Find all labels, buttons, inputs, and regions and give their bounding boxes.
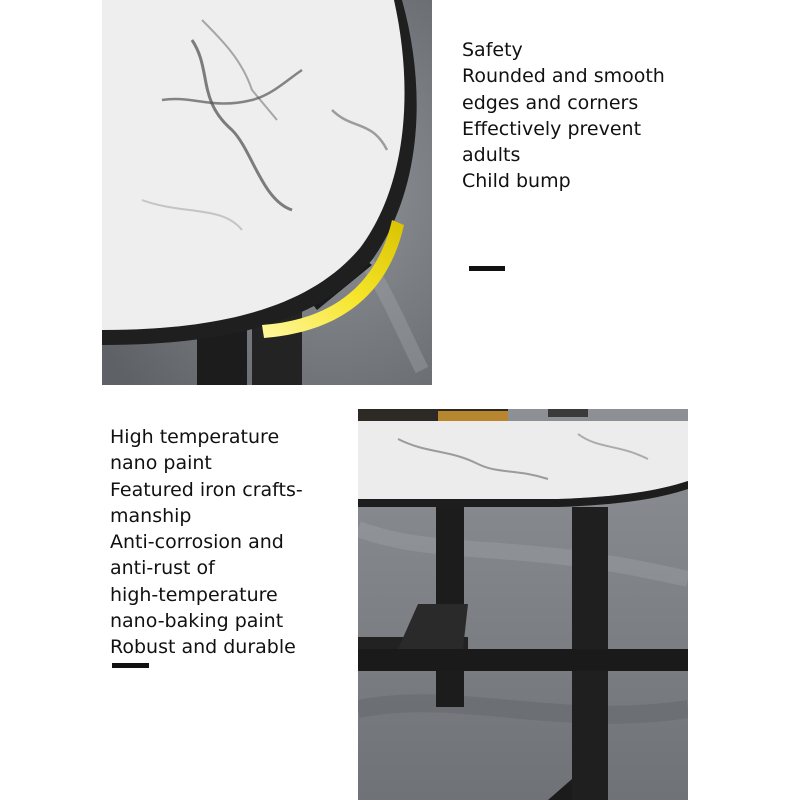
paint-line: Robust and durable [110,636,296,659]
safety-line: Child bump [462,170,571,193]
paint-line: Featured iron crafts- [110,478,303,501]
safety-line: adults [462,144,521,167]
safety-heading: Safety [462,39,523,61]
paint-line: high-temperature [110,583,278,606]
iron-legs-photo [358,409,688,800]
paint-line: High temperature [110,426,280,448]
paint-line: Anti-corrosion and [110,531,284,554]
paint-line: nano-baking paint [110,610,284,633]
paint-line: manship [110,504,192,527]
paint-line: anti-rust of [110,557,215,580]
tabletop-edge-photo [102,0,432,385]
decorative-dash [112,663,149,668]
paint-feature-text [110,424,303,661]
paint-line: nano paint [110,452,212,475]
safety-line: Effectively prevent [462,117,642,140]
safety-line: edges and corners [462,91,639,114]
decorative-dash [469,266,505,271]
safety-feature-text [462,37,665,195]
safety-line: Rounded and smooth [462,65,665,88]
